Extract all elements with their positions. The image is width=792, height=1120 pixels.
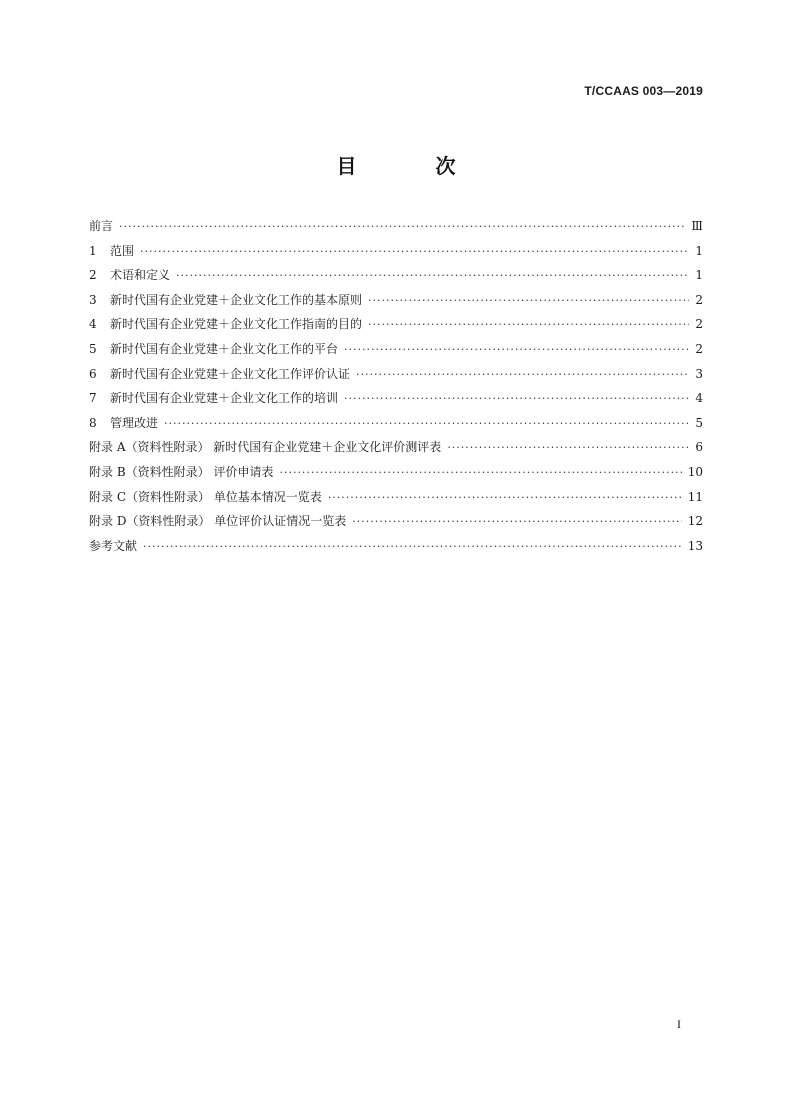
toc-leader-dots [164,412,689,437]
toc-entry-number: 6 [89,366,97,381]
toc-page-number: 4 [695,391,703,406]
toc-page-number: 3 [695,366,703,381]
toc-page-number: 1 [695,243,703,258]
toc-leader-dots [344,338,689,363]
toc-entry-number: 8 [89,415,97,430]
toc-leader-dots [447,436,689,461]
toc-entry-title: 术语和定义 [110,268,171,283]
toc-entry-title: 新时代国有企业党建＋企业文化工作的平台 [110,341,339,356]
toc-entry-appendix-c[interactable] [89,485,703,510]
toc-entry-appendix-d[interactable] [89,509,703,534]
toc-page-number: 5 [695,415,703,430]
toc-leader-dots [328,486,682,511]
toc-entry-terms[interactable] [89,263,703,288]
toc-leader-dots [356,363,689,388]
toc-entry-title: 新时代国有企业党建＋企业文化工作的培训 [110,391,339,406]
toc-entry-title: 附录 D（资料性附录） 单位评价认证情况一览表 [89,514,347,529]
toc-leader-dots [176,264,689,289]
toc-leader-dots [344,387,689,412]
toc-page-number: 11 [687,489,703,504]
toc-leader-dots [352,510,681,535]
toc-entry-title: 新时代国有企业党建＋企业文化工作指南的目的 [110,317,363,332]
toc-leader-dots [140,240,689,265]
toc-leader-dots [368,313,689,338]
toc-leader-dots [279,461,681,486]
toc-leader-dots [368,289,689,314]
toc-entry-number: 3 [89,292,97,307]
toc-page-number: 2 [695,341,703,356]
toc-page-number: 1 [695,268,703,283]
toc-page-number: 10 [687,464,703,479]
toc-entry-appendix-b[interactable] [89,460,703,485]
toc-entry-number: 1 [89,243,97,258]
toc-entry-improvement[interactable] [89,411,703,436]
toc-entry-number: 5 [89,341,97,356]
toc-entry-foreword[interactable] [89,214,703,239]
toc-entry-platform[interactable] [89,337,703,362]
toc-page-number: 2 [695,317,703,332]
toc-entry-training[interactable] [89,386,703,411]
toc-page-number: 12 [687,514,703,529]
toc-entry-evaluation[interactable] [89,362,703,387]
toc-entry-number: 2 [89,268,97,283]
toc-entry-title: 新时代国有企业党建＋企业文化工作评价认证 [110,366,351,381]
toc-entry-title: 附录 A（资料性附录） 新时代国有企业党建＋企业文化评价测评表 [89,440,442,455]
toc-entry-title: 新时代国有企业党建＋企业文化工作的基本原则 [110,292,363,307]
toc-page-number: Ⅲ [691,219,703,233]
toc-entry-title: 附录 B（资料性附录） 评价申请表 [89,464,274,479]
toc-entry-title: 范围 [110,243,135,258]
toc-entry-appendix-a[interactable] [89,435,703,460]
toc-leader-dots [119,215,685,240]
toc-leader-dots [143,535,682,560]
toc-entry-title: 附录 C（资料性附录） 单位基本情况一览表 [89,489,322,504]
table-of-contents [89,214,703,558]
toc-entry-scope[interactable] [89,239,703,264]
toc-entry-purpose[interactable] [89,312,703,337]
toc-page-number: 13 [687,538,703,553]
toc-entry-principles[interactable] [89,288,703,313]
toc-entry-title: 管理改进 [110,415,159,430]
toc-entry-number: 4 [89,317,97,332]
toc-page-number: 6 [695,440,703,455]
document-code: T/CCAAS 003—2019 [584,84,703,98]
toc-entry-title: 参考文献 [89,538,138,553]
toc-entry-references[interactable] [89,534,703,559]
page-title: 目 次 [336,154,492,178]
toc-entry-title: 前言 [89,219,114,233]
page-number: I [677,1017,681,1031]
toc-entry-number: 7 [89,391,97,406]
toc-page-number: 2 [695,292,703,307]
